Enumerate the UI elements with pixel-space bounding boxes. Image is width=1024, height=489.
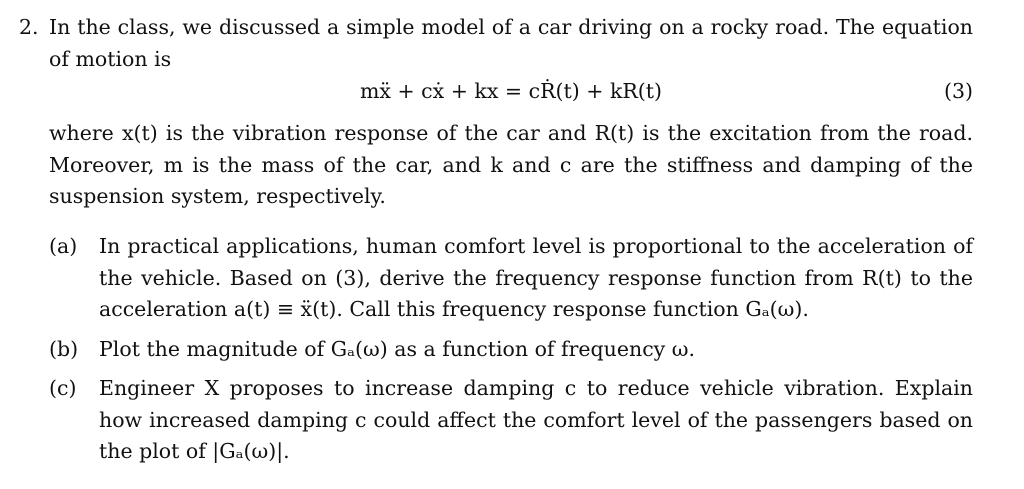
part-c	[49, 373, 973, 468]
part-b-text: Plot the magnitude of Gₐ(ω) as a function of frequency ω.	[99, 337, 696, 361]
part-a	[49, 231, 973, 326]
equation-of-motion: mẍ + cẋ + kx = cṘ(t) + kR(t)	[359, 79, 663, 103]
part-b-label: (b)	[49, 337, 79, 361]
part-c-label: (c)	[49, 376, 77, 400]
problem-number: 2.	[19, 15, 39, 39]
equation-number: (3)	[943, 79, 973, 103]
part-c-text: Engineer X proposes to increase damping c to reduce vehicle vibration. Explain how increased damping c could affect the comfort level of the passengers based on the plot of |Gₐ(ω)|.	[99, 376, 973, 463]
part-a-text: In practical applications, human comfort level is proportional to the acceleration of the vehicle. Based on (3), derive the frequency response function from R(t) to the acceleration a(t) ≡ ẍ(t). Call this frequency response function Gₐ(ω).	[99, 234, 973, 321]
part-b	[49, 334, 973, 366]
part-a-label: (a)	[49, 234, 78, 258]
problem-description: where x(t) is the vibration response of the car and R(t) is the excitation from the road. Moreover, m is the mass of the car, and k and c are the stiffness and damping of the suspension system, respectively.	[49, 121, 973, 208]
equation-row	[49, 76, 973, 108]
problem-intro: In the class, we discussed a simple model of a car driving on a rocky road. The equation of motion is	[49, 15, 973, 71]
